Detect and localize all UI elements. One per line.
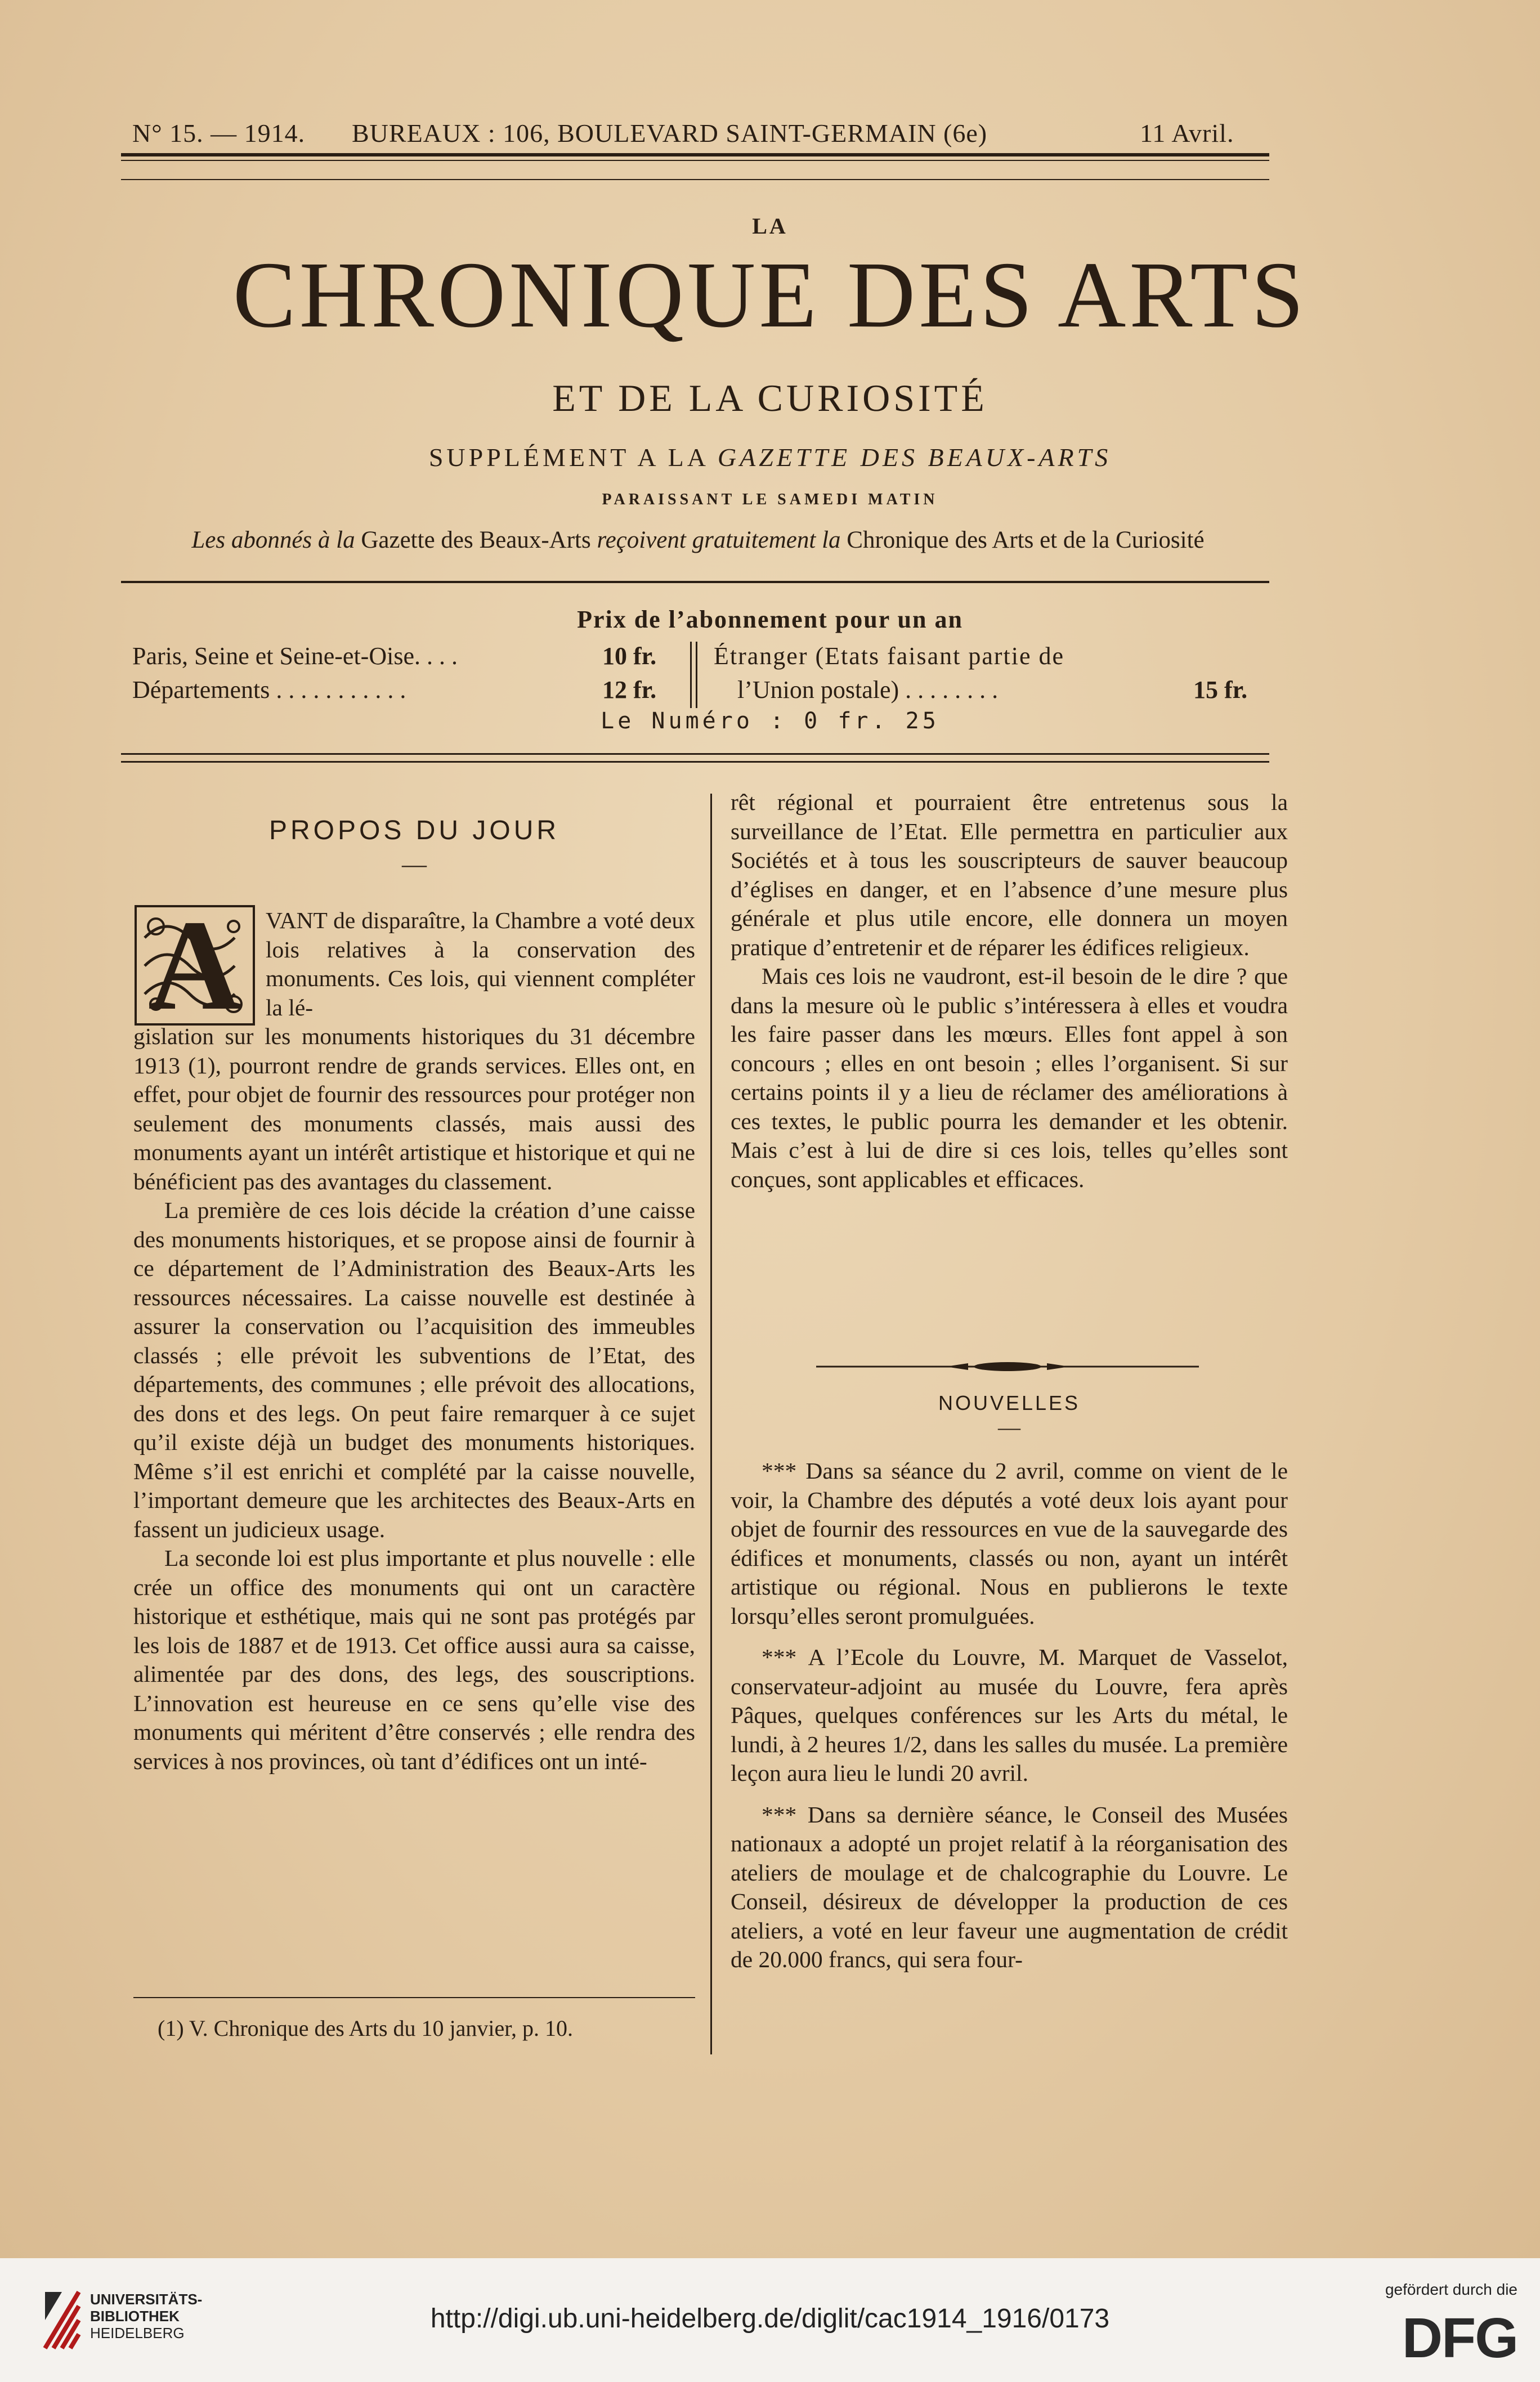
price-divider-1	[690, 642, 692, 708]
left-column-body	[133, 1022, 695, 1776]
dropcap-letter: A	[147, 893, 242, 1037]
uni-line-2: BIBLIOTHEK	[90, 2308, 180, 2325]
issue-number: N° 15. — 1914.	[132, 119, 306, 147]
first-paragraph-start: VANT de disparaître, la Chambre a voté deux lois relatives à la conservation des monuments. Ces lois, qui viennent compléter la lé-	[266, 907, 695, 1020]
first-paragraph-cont: gislation sur les monuments historiques du 31 décembre 1913 (1), pourront rendre de grands services. Elles ont, en effet, pour objet de fournir des ressources pour protéger non seulement des monuments classés, mais aussi des monuments ayant un intérêt artistique et historique et qui ne bénéficient pas des avantages du classement.	[133, 1023, 695, 1194]
news-item-3: *** Dans sa dernière séance, le Conseil des Musées nationaux a adopté un projet relatif à la réorganisation des ateliers de moulage et de chalcographie du Louvre. Le Conseil, désireux de développer la production de ces ateliers, a voté en leur faveur une augmentation de crédit de 20.000 francs, qui sera four-	[731, 1801, 1288, 1972]
newspaper-subtitle: ET DE LA CURIOSITÉ	[552, 377, 988, 419]
subscription-rule-bottom-2	[121, 761, 1269, 763]
title-article: LA	[752, 213, 788, 239]
section-divider-ornament	[816, 1361, 1199, 1372]
subscription-rule-bottom-1	[121, 753, 1269, 755]
masthead-rule-thick	[121, 153, 1269, 156]
subscription-rule-top	[121, 581, 1269, 583]
source-url[interactable]: http://digi.ub.uni-heidelberg.de/diglit/cac1914_1916/0173	[430, 2304, 1110, 2334]
single-issue-price: Le Numéro : 0 fr. 25	[601, 708, 939, 734]
price-etranger-label-2: l’Union postale) . . . . . . . .	[737, 676, 999, 704]
column-separator	[710, 794, 712, 2054]
price-paris-label: Paris, Seine et Seine-et-Oise. . . .	[132, 642, 458, 670]
news-item-1: *** Dans sa séance du 2 avril, comme on vient de le voir, la Chambre des députés a voté deux lois ayant pour objet de fournir des ressources en vue de la sauvegarde des édifices et monuments, classés ou non, ayant un intérêt artistique ou régional. Nous en publierons le texte lorsqu’elles seront promulguées.	[731, 1458, 1288, 1629]
dfg-logo: DFG	[1402, 2307, 1517, 2370]
divider-ornament-icon	[816, 1361, 1199, 1372]
publication-schedule: PARAISSANT LE SAMEDI MATIN	[602, 491, 938, 508]
right-column	[731, 788, 1288, 1194]
nouvelles-body	[731, 1457, 1288, 1974]
masthead-rule-lower	[121, 179, 1269, 180]
subscribers-note	[127, 526, 1269, 554]
right-paragraph-1: rêt régional et pourraient être entretenus sous la surveillance de l’Etat. Elle permettra en particulier aux Sociétés et à tous les souscripteurs de sauver beaucoup d’églises en danger, et en l’absence d’une mesure plus générale et plus utile encore, elle donnera un moyen pratique d’entretenir et de réparer les édifices religieux.	[731, 789, 1288, 960]
bureaux-address: BUREAUX : 106, BOULEVARD SAINT-GERMAIN (6e)	[352, 119, 988, 147]
price-paris: 10 fr.	[602, 642, 657, 670]
issue-date: 11 Avril.	[1140, 119, 1234, 147]
abonnes-part-1: Les abonnés à la	[191, 527, 355, 553]
price-etranger-label-1: Étranger (Etats faisant partie de	[714, 642, 1065, 670]
propos-heading: PROPOS DU JOUR	[268, 816, 560, 845]
masthead-rule-thin	[121, 160, 1269, 161]
propos-dash: —	[402, 850, 427, 878]
paragraph-2: La première de ces lois décide la création d’une caisse des monuments historiques, et se propose ainsi de fournir à ce département de l’Administration des Beaux-Arts les ressources nécessaires. La caisse nouvelle est destinée à assurer la conservation ou l’acquisition des immeubles classés ; elle prévoit les subventions de l’Etat, des départements, des communes ; elle prévoit des allocations, des dons et des legs. On peut faire remarquer à ce sujet qu’il existe déjà un budget des monuments historiques. Même s’il est enrichi et complété par la caisse nouvelle, l’important demeure que les architectes des Beaux-Arts en fassent un judicieux usage.	[133, 1197, 695, 1542]
footnote: (1) V. Chronique des Arts du 10 janvier, p. 10.	[158, 2016, 573, 2041]
right-paragraph-2: Mais ces lois ne vaudront, est-il besoin de le dire ? que dans la mesure où le public s’intéressera à elles et voudra les faire passer dans les mœurs. Elles font appel à son concours ; elles en ont besoin ; elles l’organisent. Si sur certains points il y a lieu de réclamer des améliorations à ces textes, le public pourra les demander et les obtenir. Mais c’est à lui de dire si ces lois, telles qu’elles sont conçues, sont applicables et efficaces.	[731, 963, 1288, 1192]
subscription-title: Prix de l’abonnement pour un an	[577, 606, 963, 633]
masthead-line	[132, 118, 1258, 152]
dfg-funding-text: gefördert durch die	[1385, 2281, 1517, 2298]
price-etranger: 15 fr.	[1193, 676, 1248, 704]
price-divider-2	[696, 642, 697, 708]
nouvelles-heading: NOUVELLES	[938, 1391, 1081, 1414]
supplement-gazette: GAZETTE DES BEAUX-ARTS	[717, 443, 1112, 472]
price-departements: 12 fr.	[602, 676, 657, 704]
paragraph-3: La seconde loi est plus importante et plus nouvelle : elle crée un office des monuments qui ont un caractère historique et esthétique, mais qui ne sont pas protégés par les lois de 1887 et de 1913. Cet office aussi aura sa caisse, alimentée par des dons, des legs, des souscriptions. L’innovation est heureuse en ce sens qu’elle vise des monuments qui méritent d’être conservés ; elle rendra des services à nos provinces, où tant d’édifices ont un inté-	[133, 1545, 695, 1774]
footnote-rule	[133, 1997, 695, 1998]
supplement-line	[0, 442, 1540, 472]
uni-line-3: HEIDELBERG	[90, 2325, 185, 2341]
ornamental-dropcap	[133, 893, 256, 1037]
supplement-prefix: SUPPLÉMENT A LA	[428, 443, 718, 472]
price-departements-label: Départements . . . . . . . . . . .	[132, 676, 406, 704]
nouvelles-dash: —	[998, 1414, 1020, 1440]
news-item-2: *** A l’Ecole du Louvre, M. Marquet de Vasselot, conservateur-adjoint au musée du Louvre, fera après Pâques, quelques conférences sur les Arts du métal, le lundi, à 2 heures 1/2, dans les salles du musée. La première leçon aura lieu le lundi 20 avril.	[731, 1644, 1288, 1786]
abonnes-part-3: reçoivent gratuitement la	[597, 527, 841, 553]
abonnes-part-2: Gazette des Beaux-Arts	[355, 527, 597, 553]
digitization-footer	[0, 2258, 1540, 2382]
uni-line-1: UNIVERSITÄTS-	[90, 2291, 203, 2308]
newspaper-title: CHRONIQUE DES ARTS	[232, 243, 1308, 347]
abonnes-part-4: Chronique des Arts et de la Curiosité	[840, 527, 1205, 553]
